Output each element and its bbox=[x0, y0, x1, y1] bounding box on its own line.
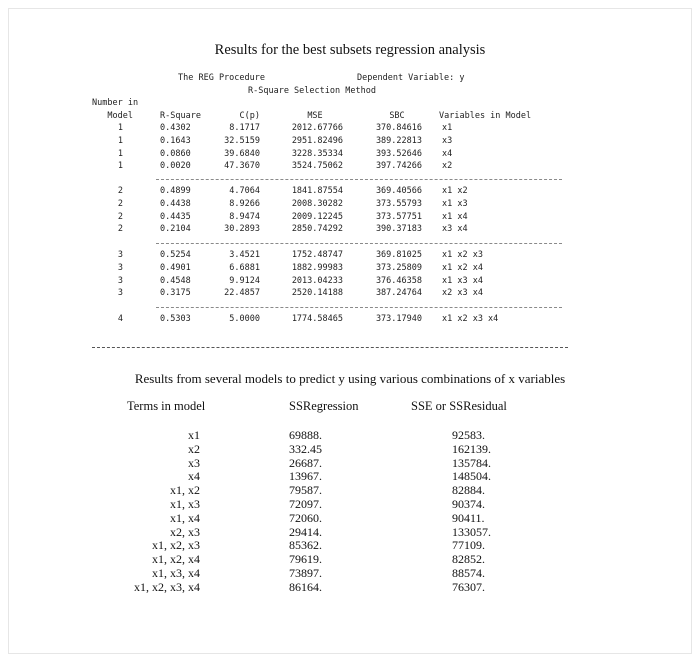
cell-ssregression: 29414. bbox=[289, 524, 322, 539]
cell-terms: x1, x4 bbox=[170, 510, 200, 525]
cell-mse: 2951.82496 bbox=[291, 135, 343, 146]
cell-sbc: 373.57751 bbox=[375, 211, 422, 222]
cell-rsquare: 0.4901 bbox=[160, 262, 191, 273]
cell-mse: 1882.99983 bbox=[291, 262, 343, 273]
cell-terms: x2, x3 bbox=[170, 524, 200, 539]
header-mse: MSE bbox=[307, 111, 323, 121]
list-item bbox=[0, 511, 700, 524]
cell-ssregression: 79619. bbox=[289, 552, 322, 567]
cell-number-in: 3 bbox=[117, 288, 123, 299]
table-row bbox=[0, 250, 700, 261]
cell-sbc: 369.40566 bbox=[375, 186, 422, 196]
cell-sbc: 370.84616 bbox=[375, 123, 422, 133]
section2-title: Results from several models to predict y using various combinations of x variables bbox=[134, 371, 566, 386]
cell-sbc: 373.17940 bbox=[375, 314, 422, 324]
cell-terms: x1 bbox=[188, 428, 200, 442]
cell-cp: 5.0000 bbox=[229, 314, 260, 324]
table-row bbox=[0, 212, 700, 223]
list-item bbox=[0, 566, 700, 579]
list-item bbox=[0, 525, 700, 538]
cell-mse: 1774.58465 bbox=[291, 314, 343, 324]
header-variables: Variables in Model bbox=[439, 111, 532, 121]
group-separator bbox=[156, 307, 562, 308]
table-row bbox=[0, 224, 700, 235]
cell-variables: x1 x4 bbox=[442, 211, 468, 222]
cell-ssregression: 86164. bbox=[289, 579, 322, 594]
cell-ssregression: 85362. bbox=[289, 538, 322, 553]
cell-sse: 77109. bbox=[452, 538, 485, 553]
cell-terms: x1, x2, x3 bbox=[152, 538, 200, 553]
cell-variables: x1 bbox=[442, 123, 453, 133]
cell-sse: 82884. bbox=[452, 483, 485, 498]
table-row bbox=[0, 199, 700, 210]
cell-sse: 88574. bbox=[452, 566, 485, 580]
cell-variables: x3 x4 bbox=[442, 224, 468, 235]
cell-mse: 1752.48747 bbox=[291, 250, 343, 260]
table-row bbox=[0, 136, 700, 147]
cell-variables: x4 bbox=[442, 148, 453, 159]
cell-rsquare: 0.5254 bbox=[160, 250, 191, 260]
cell-sbc: 393.52646 bbox=[375, 148, 422, 159]
table-row bbox=[0, 263, 700, 274]
cell-terms: x1, x2, x4 bbox=[152, 552, 200, 567]
cell-terms: x1, x2 bbox=[170, 483, 200, 498]
list-item bbox=[0, 552, 700, 565]
cell-mse: 2013.04233 bbox=[291, 275, 343, 286]
cell-cp: 47.3670 bbox=[224, 161, 260, 172]
cell-cp: 30.2893 bbox=[224, 224, 260, 235]
table-row bbox=[0, 314, 700, 325]
list-item bbox=[0, 483, 700, 496]
cell-sbc: 373.25809 bbox=[375, 262, 422, 273]
cell-ssregression: 79587. bbox=[289, 483, 322, 498]
cell-rsquare: 0.1643 bbox=[160, 135, 191, 146]
cell-rsquare: 0.5303 bbox=[160, 314, 191, 324]
group-separator bbox=[156, 243, 562, 244]
cell-mse: 2009.12245 bbox=[291, 211, 343, 222]
cell-variables: x3 bbox=[442, 135, 453, 146]
cell-rsquare: 0.4899 bbox=[160, 186, 191, 196]
cell-sbc: 389.22813 bbox=[375, 135, 422, 146]
header-sbc: SBC bbox=[389, 111, 405, 121]
header-ssregression: SSRegression bbox=[289, 399, 359, 413]
cell-sbc: 397.74266 bbox=[375, 161, 422, 172]
cell-number-in: 1 bbox=[117, 161, 123, 172]
cell-cp: 22.4857 bbox=[224, 288, 260, 299]
cell-mse: 1841.87554 bbox=[291, 186, 343, 196]
cell-sse: 92583. bbox=[452, 428, 485, 442]
cell-terms: x1, x3 bbox=[170, 497, 200, 511]
cell-number-in: 2 bbox=[117, 224, 123, 235]
cell-variables: x1 x3 bbox=[442, 198, 468, 209]
header-model: Model bbox=[107, 111, 133, 121]
header-cp: C(p) bbox=[239, 111, 260, 121]
table-row bbox=[0, 288, 700, 299]
list-item bbox=[0, 456, 700, 469]
cell-mse: 2850.74292 bbox=[291, 224, 343, 235]
group-separator bbox=[156, 179, 562, 180]
cell-rsquare: 0.0860 bbox=[160, 148, 191, 159]
cell-terms: x4 bbox=[188, 469, 200, 484]
cell-ssregression: 69888. bbox=[289, 428, 322, 442]
cell-sbc: 369.81025 bbox=[375, 250, 422, 260]
cell-ssregression: 13967. bbox=[289, 469, 322, 484]
cell-sbc: 387.24764 bbox=[375, 288, 422, 299]
dependent-variable-label: Dependent Variable: y bbox=[357, 73, 465, 83]
cell-mse: 3524.75062 bbox=[291, 161, 343, 172]
table-row bbox=[0, 186, 700, 197]
cell-sse: 133057. bbox=[452, 524, 491, 539]
section1-title: Results for the best subsets regression analysis bbox=[214, 42, 486, 58]
cell-variables: x1 x2 bbox=[442, 186, 468, 196]
cell-sse: 162139. bbox=[452, 441, 491, 456]
table-row bbox=[0, 276, 700, 287]
cell-variables: x1 x3 x4 bbox=[442, 275, 483, 286]
cell-sbc: 373.55793 bbox=[375, 198, 422, 209]
cell-number-in: 1 bbox=[117, 135, 123, 146]
list-item bbox=[0, 428, 700, 441]
cell-cp: 6.6881 bbox=[229, 262, 260, 273]
procedure-label: The REG Procedure bbox=[178, 73, 265, 83]
cell-terms: x3 bbox=[188, 455, 200, 470]
cell-rsquare: 0.3175 bbox=[160, 288, 191, 299]
cell-number-in: 2 bbox=[117, 198, 123, 209]
cell-sse: 90374. bbox=[452, 497, 485, 511]
cell-number-in: 4 bbox=[117, 314, 123, 324]
list-item bbox=[0, 469, 700, 482]
cell-cp: 8.9266 bbox=[229, 198, 260, 209]
cell-ssregression: 332.45 bbox=[289, 441, 322, 456]
list-item bbox=[0, 580, 700, 593]
cell-sse: 135784. bbox=[452, 455, 491, 470]
cell-cp: 8.1717 bbox=[229, 123, 260, 133]
header-terms: Terms in model bbox=[127, 399, 206, 413]
table-row bbox=[0, 161, 700, 172]
cell-cp: 8.9474 bbox=[229, 211, 260, 222]
cell-rsquare: 0.4438 bbox=[160, 198, 191, 209]
cell-ssregression: 72097. bbox=[289, 497, 322, 511]
cell-sbc: 376.46358 bbox=[375, 275, 422, 286]
cell-number-in: 3 bbox=[117, 262, 123, 273]
cell-sbc: 390.37183 bbox=[375, 224, 422, 235]
cell-cp: 32.5159 bbox=[224, 135, 260, 146]
cell-terms: x1, x3, x4 bbox=[152, 566, 200, 580]
cell-mse: 3228.35334 bbox=[291, 148, 343, 159]
cell-rsquare: 0.2104 bbox=[160, 224, 191, 235]
cell-cp: 4.7064 bbox=[229, 186, 260, 196]
cell-cp: 39.6840 bbox=[224, 148, 260, 159]
header-rsquare: R-Square bbox=[160, 111, 201, 121]
cell-cp: 9.9124 bbox=[229, 275, 260, 286]
cell-cp: 3.4521 bbox=[229, 250, 260, 260]
cell-ssregression: 72060. bbox=[289, 510, 322, 525]
list-item bbox=[0, 497, 700, 510]
cell-sse: 76307. bbox=[452, 579, 485, 594]
table-row bbox=[0, 123, 700, 134]
table-row bbox=[0, 149, 700, 160]
cell-number-in: 1 bbox=[117, 148, 123, 159]
cell-number-in: 2 bbox=[117, 186, 123, 196]
cell-number-in: 3 bbox=[117, 275, 123, 286]
cell-mse: 2012.67766 bbox=[291, 123, 343, 133]
method-label: R-Square Selection Method bbox=[248, 86, 376, 96]
cell-rsquare: 0.0020 bbox=[160, 161, 191, 172]
cell-rsquare: 0.4435 bbox=[160, 211, 191, 222]
section-divider bbox=[92, 347, 568, 348]
cell-variables: x2 x3 x4 bbox=[442, 288, 483, 299]
list-item bbox=[0, 442, 700, 455]
list-item bbox=[0, 538, 700, 551]
cell-terms: x1, x2, x3, x4 bbox=[134, 579, 200, 594]
cell-number-in: 2 bbox=[117, 211, 123, 222]
cell-variables: x1 x2 x3 bbox=[442, 250, 483, 260]
cell-sse: 90411. bbox=[452, 510, 485, 525]
cell-ssregression: 73897. bbox=[289, 566, 322, 580]
header-number-in: Number in bbox=[92, 98, 139, 108]
cell-sse: 148504. bbox=[452, 469, 491, 484]
cell-variables: x2 bbox=[442, 161, 453, 172]
cell-mse: 2520.14188 bbox=[291, 288, 343, 299]
cell-variables: x1 x2 x4 bbox=[442, 262, 483, 273]
cell-ssregression: 26687. bbox=[289, 455, 322, 470]
cell-terms: x2 bbox=[188, 441, 200, 456]
cell-number-in: 1 bbox=[117, 123, 123, 133]
cell-number-in: 3 bbox=[117, 250, 123, 260]
cell-mse: 2008.30282 bbox=[291, 198, 343, 209]
header-sse: SSE or SSResidual bbox=[411, 399, 507, 413]
cell-rsquare: 0.4548 bbox=[160, 275, 191, 286]
cell-variables: x1 x2 x3 x4 bbox=[442, 314, 499, 324]
cell-sse: 82852. bbox=[452, 552, 485, 567]
cell-rsquare: 0.4302 bbox=[160, 123, 191, 133]
